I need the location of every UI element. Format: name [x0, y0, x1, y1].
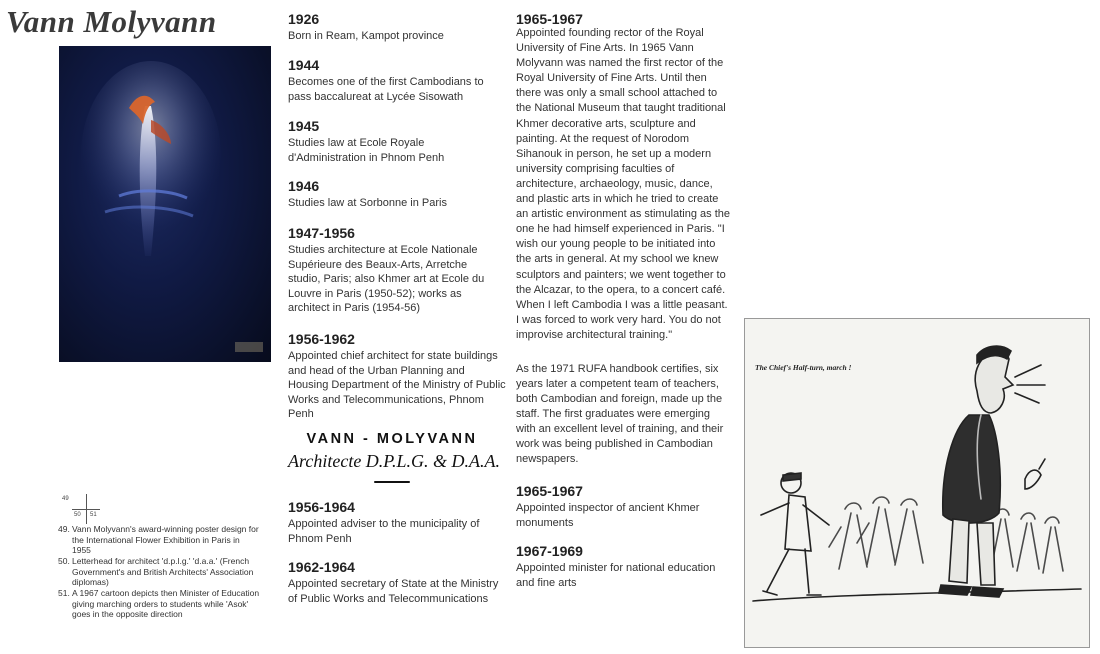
entry-description: Born in Ream, Kampot province — [288, 30, 444, 42]
entry-year: 1947-1956 — [288, 225, 355, 241]
page-title: Vann Molyvann — [6, 4, 217, 39]
entry-description: Appointed inspector of ancient Khmer monuments — [516, 502, 700, 529]
entry-year: 1956-1962 — [288, 331, 355, 347]
entry-year: 1946 — [288, 178, 320, 194]
entry-description: Becomes one of the first Cambodians to pass baccalureat at Lycée Sisowath — [288, 76, 484, 103]
caption-text: Letterhead for architect 'd.p.l.g.' 'd.a.a.' (French Government's and British Architects' Association diplomas) — [72, 556, 254, 587]
timeline-entry-1947-1956 — [288, 225, 508, 316]
rector-description: Appointed founding rector of the Royal University of Fine Arts. In 1965 Vann Molyvann was named the first rector of the Royal University of Fine Arts. Until then there was only a small school attached to the National Museum that taught traditional Khmer decorative arts, sculpture and painting. At the request of Norodom Sihanouk in person, he set up a modern university comprising faculties of architecture, archaeology, music, dance, and plastic arts in which he tried to create an artistic environment as stimulating as the one he had himself experienced in Paris. "I wish our young people to be initiated into the arts in general. At my school we knew sculptors and painters; we went together to the Alcazar, to the opera, to a concert café. When I left Cambodia I was a little peasant. I was forced to work very hard. You do not improvise architectural training." — [516, 27, 730, 341]
entry-description: Studies law at Ecole Royale d'Administration in Phnom Penh — [288, 137, 445, 164]
figure-key — [58, 494, 102, 524]
figure-key-divider — [72, 509, 100, 510]
entry-description: Studies architecture at Ecole Nationale Supérieure des Beaux-Arts, Arretche studio, Paris; also Khmer art at Ecole du Louvre in Paris (1950-52); works as architect in Paris (1954-56) — [288, 244, 485, 314]
letterhead-subtitle: Architecte D.P.L.G. & D.A.A. — [288, 451, 500, 471]
entry-description: Studies law at Sorbonne in Paris — [288, 197, 447, 209]
caption-number: 49. — [58, 524, 70, 534]
entry-description: Appointed secretary of State at the Ministry of Public Works and Telecommunications — [288, 578, 499, 605]
entry-year: 1944 — [288, 57, 320, 73]
caption-number: 50. — [58, 556, 70, 566]
entry-description: Appointed minister for national education and fine arts — [516, 562, 716, 589]
timeline-entry-1945 — [288, 118, 508, 165]
timeline-entry-1956-1964 — [288, 499, 508, 546]
entry-year: 1956-1964 — [288, 499, 355, 515]
entry-year: 1965-1967 — [516, 483, 583, 499]
poster-artwork — [59, 46, 271, 362]
timeline-entry-1967-1969 — [516, 543, 730, 590]
cartoon-image — [744, 318, 1090, 648]
timeline-entry-1926 — [288, 11, 508, 44]
rufa-paragraph: As the 1971 RUFA handbook certifies, six years later a competent team of teachers, both Cambodian and foreign, made up the staff. The first graduates were emerging with an excellent level of training, and their work was being published in Cambodian newspapers. — [516, 363, 724, 465]
timeline-entry-1946 — [288, 178, 508, 211]
cartoon-drawing — [745, 319, 1089, 647]
timeline-entry-1962-1964 — [288, 559, 508, 606]
entry-year: 1945 — [288, 118, 320, 134]
caption-text: Vann Molyvann's award-winning poster design for the International Flower Exhibition in Paris in 1955 — [72, 524, 259, 555]
caption-text: A 1967 cartoon depicts then Minister of Education giving marching orders to students while 'Asok' goes in the opposite direction — [72, 588, 260, 619]
cartoon-caption: The Chief's Half-turn, march ! — [755, 363, 852, 372]
entry-year: 1967-1969 — [516, 543, 583, 559]
figure-key-49: 49 — [62, 496, 69, 502]
poster-image — [59, 46, 271, 362]
entry-year: 1926 — [288, 11, 320, 27]
timeline-entry-1944 — [288, 57, 508, 104]
entry-description: Appointed adviser to the municipality of Phnom Penh — [288, 518, 480, 545]
timeline-entry-1965-1967-inspector — [516, 483, 730, 530]
entry-description: Appointed chief architect for state buildings and head of the Urban Planning and Housing Department of the Ministry of Public Works and Telecommunications, Phnom Penh — [288, 350, 506, 420]
entry-year: 1965-1967 — [516, 11, 583, 27]
entry-year: 1962-1964 — [288, 559, 355, 575]
letterhead-flourish — [374, 481, 410, 483]
timeline-entry-1956-1962 — [288, 331, 508, 422]
letterhead-name: VANN - MOLYVANN — [306, 431, 478, 447]
caption-number: 51. — [58, 588, 70, 598]
figure-key-50: 50 — [74, 512, 81, 518]
figure-key-51: 51 — [90, 512, 97, 518]
